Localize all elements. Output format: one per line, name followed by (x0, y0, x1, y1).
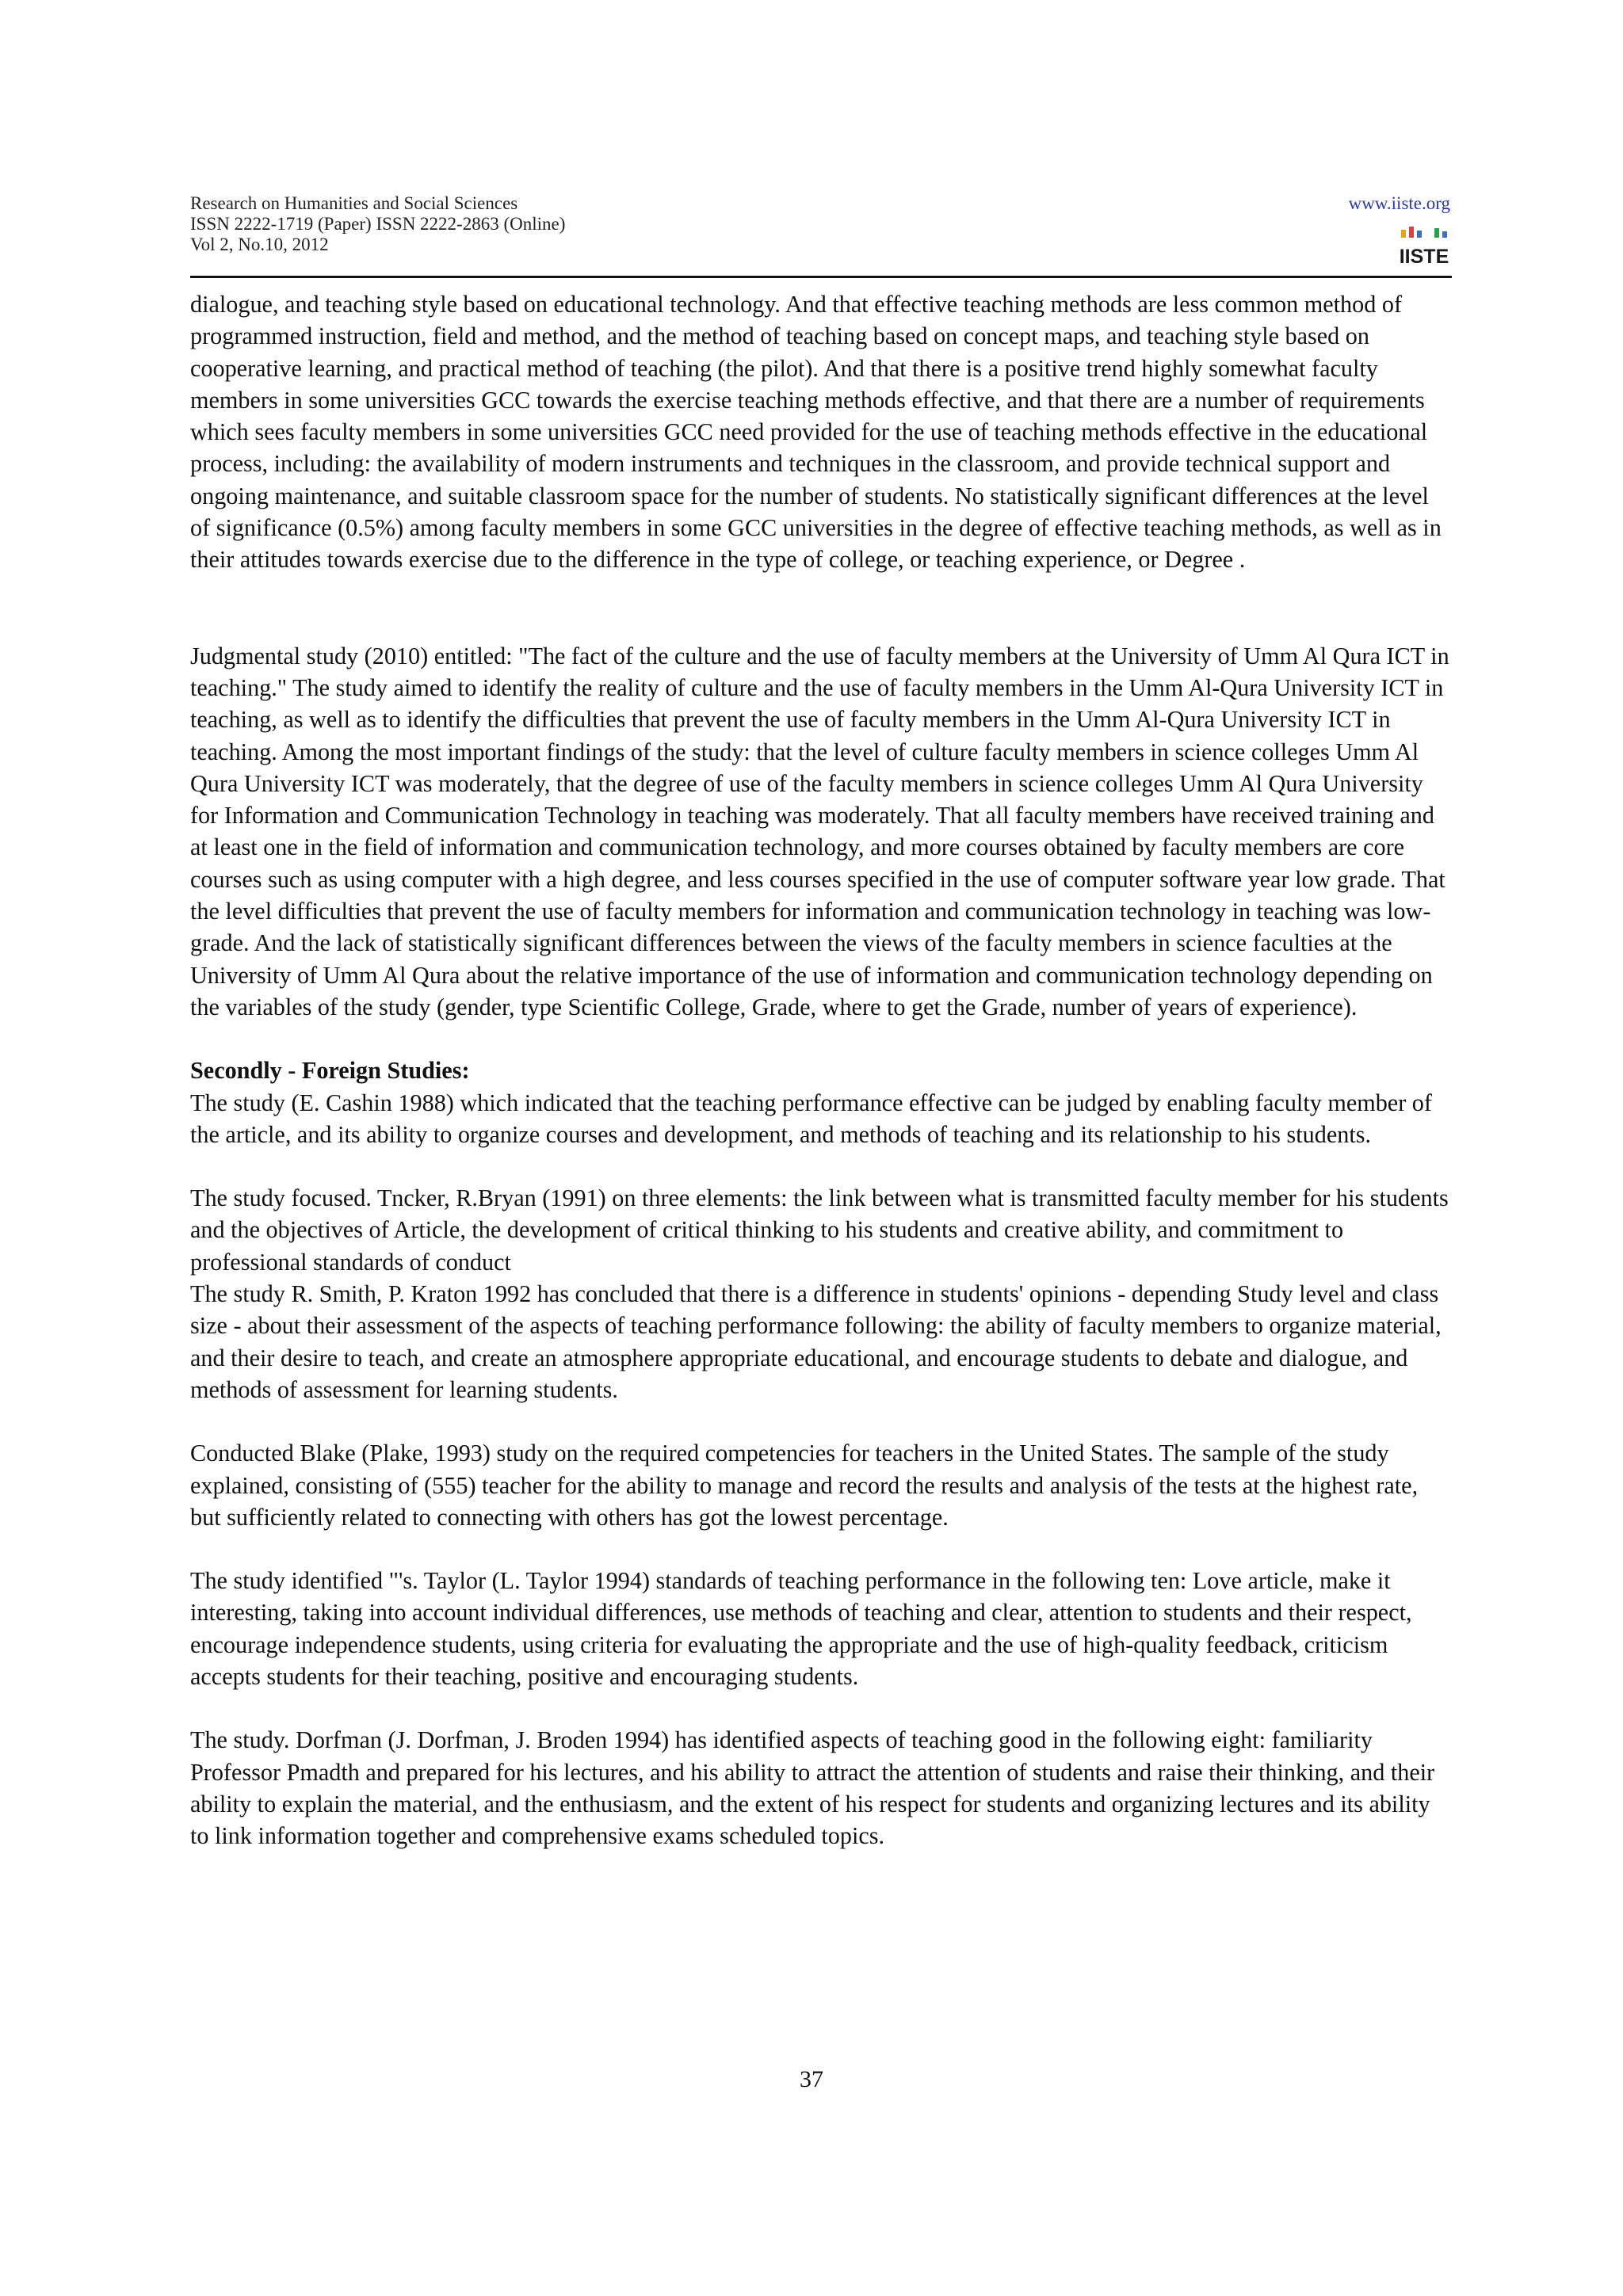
paragraph-5: The study R. Smith, P. Kraton 1992 has concluded that there is a difference in students' opinions - depending Study level and class size - about their assessment of the aspects of teaching performance following: the ability of faculty members to organize material, and their desire to teach, and create an atmosphere appropriate educational, and encourage students to debate and dialogue, and methods of assessment for learning students. (190, 1280, 1442, 1403)
website-link[interactable]: www.iiste.org (1348, 193, 1450, 213)
paragraph-7: The study identified "'s. Taylor (L. Taylor 1994) standards of teaching performance in the following ten: Love article, make it interesting, taking into account individual differences, use methods of teaching and clear, attention to students and their respect, encourage independence students, using criteria for evaluating the appropriate and the use of high-quality feedback, criticism accepts students for their teaching, positive and encouraging students. (190, 1567, 1412, 1690)
journal-title: Research on Humanities and Social Sciences (190, 193, 518, 213)
paragraph-spacer (190, 1150, 1454, 1182)
iiste-logo (1398, 223, 1450, 266)
logo-wordmark: IISTE (1399, 246, 1449, 266)
paragraph-spacer (190, 1692, 1454, 1724)
paragraph-spacer (190, 1405, 1454, 1437)
paragraph-spacer (190, 1023, 1454, 1055)
page-header (190, 193, 1450, 274)
paragraph-spacer (190, 1533, 1454, 1565)
paragraph-spacer (190, 576, 1454, 640)
paragraph-3: The study (E. Cashin 1988) which indicated that the teaching performance effective can be judged by enabling faculty member of the article, and its ability to organize courses and development, and methods of teaching and its relationship to his students. (190, 1089, 1432, 1148)
paragraph-2: Judgmental study (2010) entitled: "The fact of the culture and the use of faculty members at the University of Umm Al Qura ICT in teaching." The study aimed to identify the reality of culture and the use of faculty members in the Umm Al-Qura University ICT in teaching, as well as to identify the difficulties that prevent the use of faculty members in the Umm Al-Qura University ICT in teaching. Among the most important findings of the study: that the level of culture faculty members in science colleges Umm Al Qura University ICT was moderately, that the degree of use of the faculty members in science colleges Umm Al Qura University for Information and Communication Technology in teaching was moderately. That all faculty members have received training and at least one in the field of information and communication technology, and more courses obtained by faculty members are core courses such as using computer with a high degree, and less courses specified in the use of computer software year low grade. That the level difficulties that prevent the use of faculty members for information and communication technology in teaching was low-grade. And the lack of statistically significant differences between the views of the faculty members in science faculties at the University of Umm Al Qura about the relative importance of the use of information and communication technology depending on the variables of the study (gender, type Scientific College, Grade, where to get the Grade, number of years of experience). (190, 642, 1449, 1020)
paragraph-1: dialogue, and teaching style based on educational technology. And that effective teaching methods are less common method of programmed instruction, field and method, and the method of teaching based on concept maps, and teaching style based on cooperative learning, and practical method of teaching (the pilot). And that there is a positive trend highly somewhat faculty members in some universities GCC towards the exercise teaching methods effective, and that there are a number of requirements which sees faculty members in some universities GCC need provided for the use of teaching methods effective in the educational process, including: the availability of modern instruments and techniques in the classroom, and provide technical support and ongoing maintenance, and suitable classroom space for the number of students. No statistically significant differences at the level of significance (0.5%) among faculty members in some GCC universities in the degree of effective teaching methods, as well as in their attitudes towards exercise due to the difference in the type of college, or teaching experience, or Degree . (190, 291, 1442, 574)
section-heading: Secondly - Foreign Studies: (190, 1057, 470, 1085)
header-right (1349, 193, 1450, 214)
article-body (190, 288, 1454, 1852)
paragraph-8: The study. Dorfman (J. Dorfman, J. Broden 1994) has identified aspects of teaching good in the following eight: familiarity Professor Pmadth and prepared for his lectures, and his ability to attract the attention of students and raise their thinking, and their ability to explain the material, and the enthusiasm, and the extent of his respect for students and organizing lectures and its ability to link information together and comprehensive exams scheduled topics. (190, 1726, 1435, 1850)
journal-info (190, 193, 565, 255)
page-number: 37 (800, 2066, 823, 2092)
journal-issn: ISSN 2222-1719 (Paper) ISSN 2222-2863 (Online) (190, 214, 566, 234)
paragraph-6: Conducted Blake (Plake, 1993) study on the required competencies for teachers in the United States. The sample of the study explained, consisting of (555) teacher for the ability to manage and record the results and analysis of the tests at the highest rate, but sufficiently related to connecting with others has got the lowest percentage. (190, 1440, 1419, 1531)
paragraph-4: The study focused. Tncker, R.Bryan (1991) on three elements: the link between what is transmitted faculty member for his students and the objectives of Article, the development of critical thinking to his students and creative ability, and commitment to professional standards of conduct (190, 1184, 1449, 1276)
header-divider (190, 276, 1452, 278)
journal-volume: Vol 2, No.10, 2012 (190, 235, 329, 254)
logo-bars (1401, 227, 1447, 238)
